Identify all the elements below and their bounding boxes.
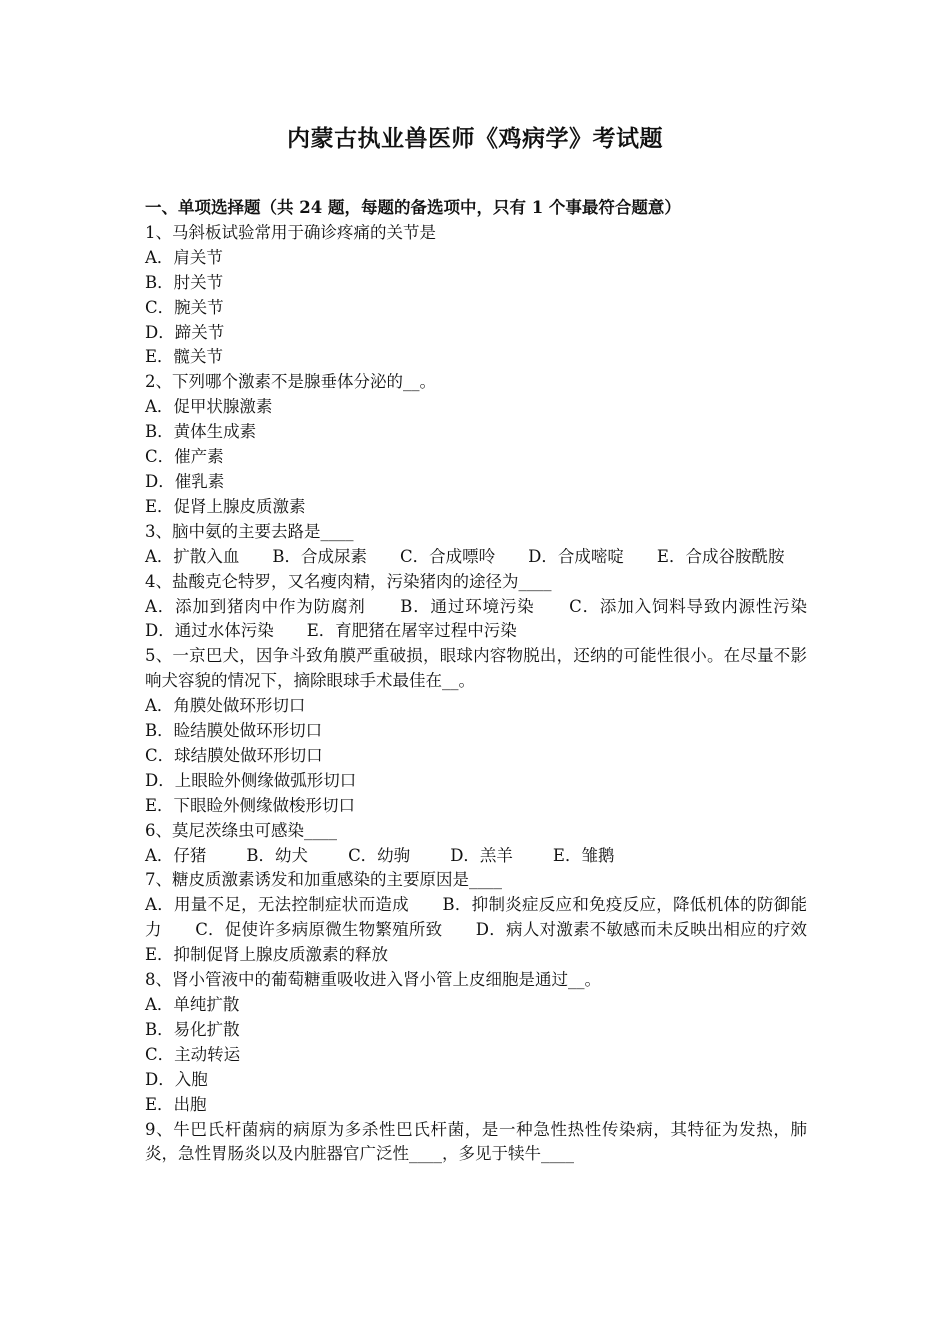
section-heading: 一、单项选择题（共 24 题，每题的备选项中，只有 1 个事最符合题意） [145,198,681,217]
question-3 [145,520,807,570]
option-e: E．下眼睑外侧缘做梭形切口 [145,795,356,815]
question-5 [145,644,807,818]
option-c: C．主动转运 [145,1044,241,1064]
question-stem: 6、莫尼茨绦虫可感染____ [145,820,337,840]
document-title: 内蒙古执业兽医师《鸡病学》考试题 [287,125,663,152]
option-a: A．仔猪 [145,845,207,865]
option-b: B．易化扩散 [145,1019,240,1039]
question-stem: 9、牛巴氏杆菌病的病原为多杀性巴氏杆菌，是一种急性热性传染病，其特征为发热，肺炎，急性胃肠炎以及内脏器官广泛性____，多见于犊牛____ [145,1119,807,1164]
question-stem: 2、下列哪个激素不是腺垂体分泌的__。 [145,372,436,392]
option-d: D．入胞 [145,1069,208,1089]
option-e: E．促肾上腺皮质激素 [145,496,306,516]
option-d: D．蹄关节 [145,322,225,342]
question-7 [145,868,840,968]
option-d: D．羔羊 [450,845,513,865]
option-a: A．肩关节 [145,247,223,267]
option-c: C．催产素 [145,447,224,467]
option-e: E．出胞 [145,1094,207,1114]
question-1 [145,221,807,370]
option-b: B．睑结膜处做环形切口 [145,721,323,741]
question-stem: 8、肾小管液中的葡萄糖重吸收进入肾小管上皮细胞是通过__。 [145,970,601,990]
document-body [145,196,840,1167]
options-inline: A．用量不足，无法控制症状而造成 B．抑制炎症反应和免疫反应，降低机体的防御能力 C．促使许多病原微生物繁殖所致 D．病人对激素不敏感而未反映出相应的疗效 E．抑制促肾上腺皮质激素的释放 [145,895,840,965]
question-stem: 1、马斜板试验常用于确诊疼痛的关节是 [145,222,436,242]
option-a: A．单纯扩散 [145,995,240,1014]
question-9 [145,1118,807,1168]
option-b: B．肘关节 [145,272,224,292]
option-a: A．角膜处做环形切口 [145,696,306,716]
options-inline: A．添加到猪肉中作为防腐剂 B．通过环境污染 C．添加入饲料导致内源性污染 D．通过水体污染 E．育肥猪在屠宰过程中污染 [145,596,840,641]
question-stem: 5、一京巴犬，因争斗致角膜严重破损，眼球内容物脱出，还纳的可能性很小。在尽量不影响犬容貌的情况下，摘除眼球手术最佳在__。 [145,646,807,691]
question-stem: 7、糖皮质激素诱发和加重感染的主要原因是____ [145,870,502,890]
question-2 [145,370,807,519]
question-6 [145,819,807,869]
question-stem: 3、脑中氨的主要去路是____ [145,521,354,541]
option-e: E．雏鹅 [552,845,615,865]
option-b: B．黄体生成素 [145,422,257,442]
option-c: C．腕关节 [145,297,224,317]
option-d: D．催乳素 [145,471,225,491]
options-inline: A．扩散入血 B．合成尿素 C．合成嘌呤 D．合成嘧啶 E．合成谷胺酰胺 [145,546,785,566]
option-c: C．幼驹 [348,845,411,865]
option-c: C．球结膜处做环形切口 [145,745,323,765]
question-stem: 4、盐酸克仑特罗，又名瘦肉精，污染猪肉的途径为____ [145,571,552,591]
option-b: B．幼犬 [246,845,309,865]
option-d: D．上眼睑外侧缘做弧形切口 [145,770,357,790]
option-a: A．促甲状腺激素 [145,397,273,417]
option-e: E．髋关节 [145,347,224,367]
question-4 [145,570,840,645]
question-8 [145,968,807,1117]
options-row [145,844,807,869]
